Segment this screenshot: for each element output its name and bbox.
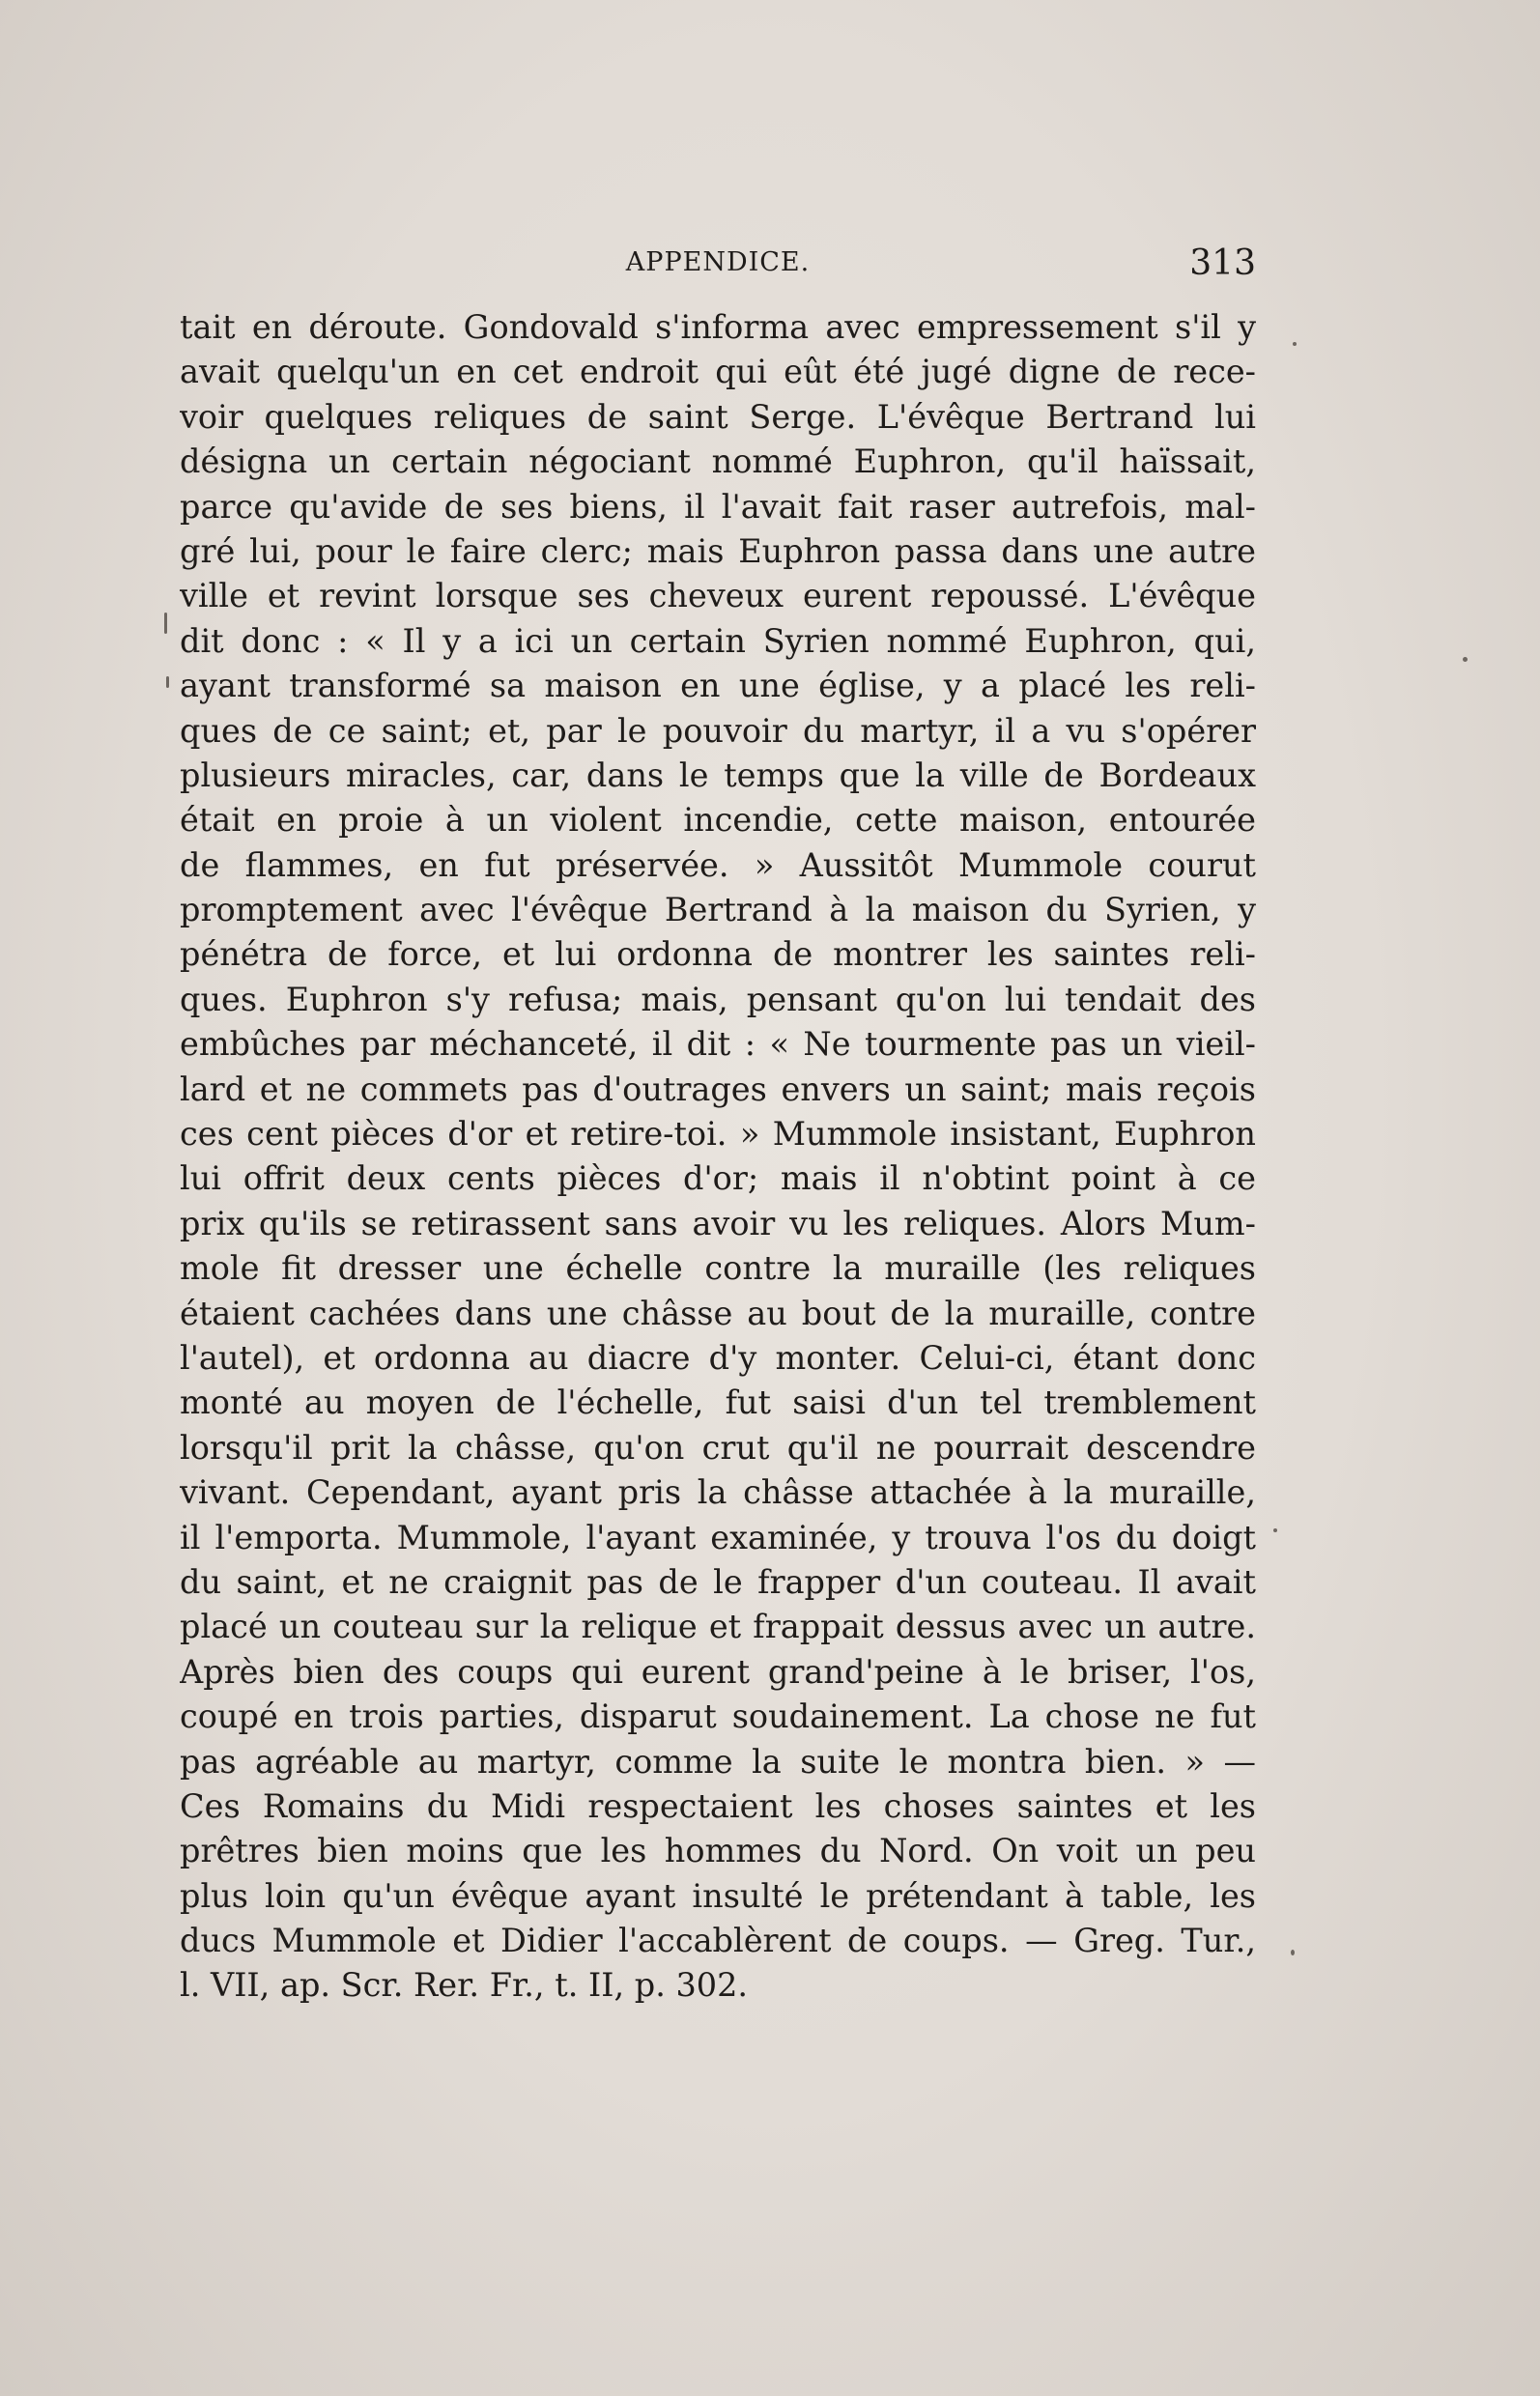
paper-speck — [166, 676, 169, 688]
paper-speck — [1273, 1528, 1277, 1532]
running-head — [180, 243, 1256, 286]
text-line: de flammes, en fut préservée. » Aussitôt Mummole courut — [180, 845, 1256, 884]
text-line: l'autel), et ordonna au diacre d'y monter. Celui-ci, étant donc — [180, 1338, 1256, 1377]
text-line: dit donc : « Il y a ici un certain Syrien nommé Euphron, qui, — [180, 621, 1256, 660]
text-line: l. VII, ap. Scr. Rer. Fr., t. II, p. 302. — [180, 1966, 749, 2005]
text-line: lorsqu'il prit la châsse, qu'on crut qu'il ne pourrait descendre — [180, 1428, 1256, 1467]
text-line: ces cent pièces d'or et retire-toi. » Mummole insistant, Euphron — [180, 1115, 1256, 1154]
text-line: mole fit dresser une échelle contre la muraille (les reliques — [180, 1249, 1256, 1288]
paper-speck — [1463, 657, 1468, 662]
text-line: plus loin qu'un évêque ayant insulté le prétendant à table, les — [180, 1876, 1256, 1915]
text-line: du saint, et ne craignit pas de le frapper d'un couteau. Il avait — [180, 1562, 1256, 1601]
text-line: ayant transformé sa maison en une église, y a placé les reli- — [180, 667, 1256, 705]
text-line: tait en déroute. Gondovald s'informa avec empressement s'il y — [180, 308, 1256, 346]
text-line: prêtres bien moins que les hommes du Nord. On voit un peu — [180, 1832, 1256, 1870]
text-line: ville et revint lorsque ses cheveux eurent repoussé. L'évêque — [180, 577, 1256, 615]
text-line: ques de ce saint; et, par le pouvoir du martyr, il a vu s'opérer — [180, 711, 1256, 750]
paper-speck — [1291, 1950, 1295, 1955]
text-line: vivant. Cependant, ayant pris la châsse attachée à la muraille, — [180, 1473, 1256, 1512]
text-line: Après bien des coups qui eurent grand'peine à le briser, l'os, — [180, 1652, 1256, 1691]
text-line: voir quelques reliques de saint Serge. L'évêque Bertrand lui — [180, 397, 1256, 436]
text-line: promptement avec l'évêque Bertrand à la maison du Syrien, y — [180, 891, 1256, 929]
text-line: étaient cachées dans une châsse au bout de la muraille, contre — [180, 1294, 1256, 1332]
text-line: embûches par méchanceté, il dit : « Ne tourmente pas un vieil- — [180, 1025, 1256, 1064]
running-title: APPENDICE. — [625, 247, 811, 277]
text-line: placé un couteau sur la relique et frappait dessus avec un autre. — [180, 1608, 1256, 1646]
text-line: était en proie à un violent incendie, cette maison, entourée — [180, 801, 1256, 840]
paper-speck — [1293, 342, 1297, 346]
text-line: pénétra de force, et lui ordonna de montrer les saintes reli- — [180, 935, 1256, 974]
text-line: Ces Romains du Midi respectaient les choses saintes et les — [180, 1786, 1256, 1825]
text-line: ducs Mummole et Didier l'accablèrent de coups. — Greg. Tur., — [180, 1922, 1256, 1960]
text-line: pas agréable au martyr, comme la suite le montra bien. » — — [180, 1742, 1256, 1781]
text-line: coupé en trois parties, disparut soudainement. La chose ne fut — [180, 1697, 1256, 1736]
text-line: avait quelqu'un en cet endroit qui eût été jugé digne de rece- — [180, 353, 1256, 391]
text-line: prix qu'ils se retirassent sans avoir vu les reliques. Alors Mum- — [180, 1204, 1256, 1242]
paper-speck — [164, 613, 167, 634]
text-line: plusieurs miracles, car, dans le temps que la ville de Bordeaux — [180, 756, 1256, 794]
text-line: il l'emporta. Mummole, l'ayant examinée, y trouva l'os du doigt — [180, 1518, 1256, 1556]
page-number: 313 — [1189, 243, 1256, 283]
text-line: monté au moyen de l'échelle, fut saisi d'un tel tremblement — [180, 1383, 1256, 1422]
text-line: désigna un certain négociant nommé Euphron, qu'il haïssait, — [180, 442, 1256, 481]
text-line: lard et ne commets pas d'outrages envers un saint; mais reçois — [180, 1070, 1256, 1108]
text-body — [180, 305, 1256, 2009]
text-line: parce qu'avide de ses biens, il l'avait fait raser autrefois, mal- — [180, 487, 1256, 526]
text-line: gré lui, pour le faire clerc; mais Euphron passa dans une autre — [180, 531, 1256, 570]
text-line: lui offrit deux cents pièces d'or; mais il n'obtint point à ce — [180, 1159, 1256, 1198]
text-line: ques. Euphron s'y refusa; mais, pensant qu'on lui tendait des — [180, 980, 1256, 1018]
